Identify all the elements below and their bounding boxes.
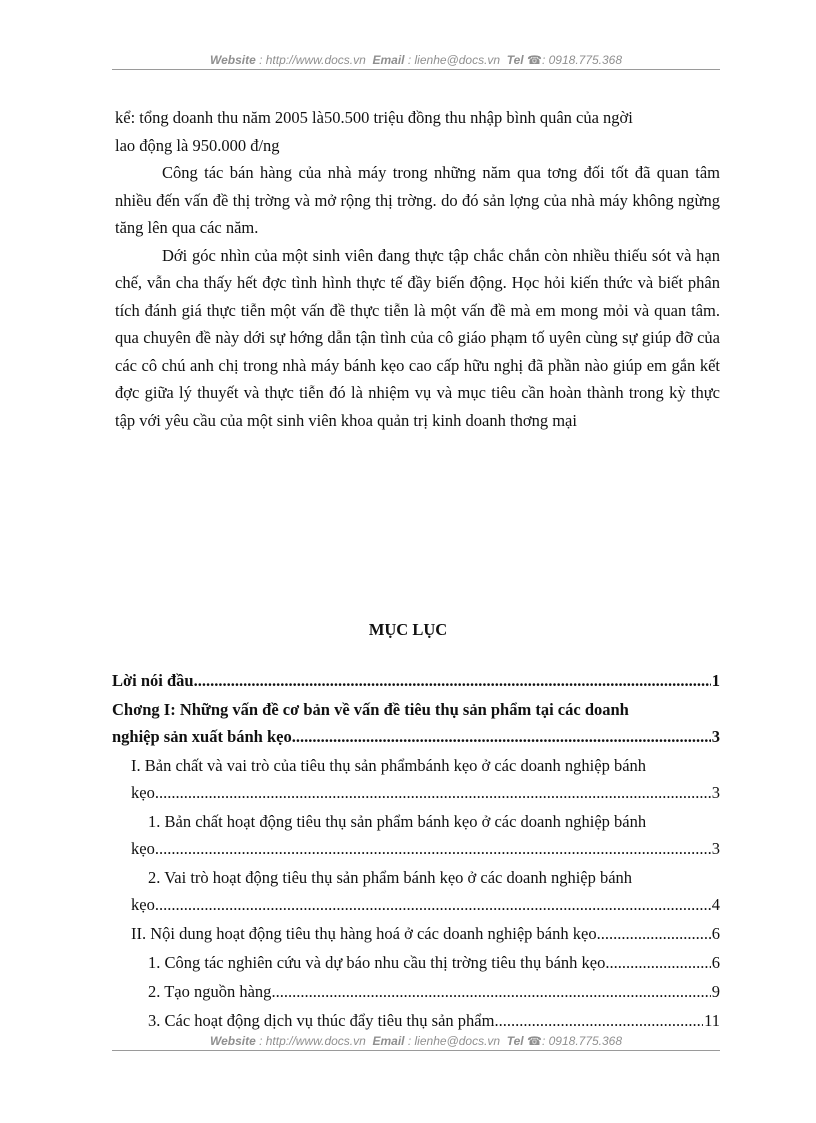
page-footer <box>112 1033 720 1049</box>
toc-entry-page: 9 <box>711 982 720 1001</box>
toc-entry-text: 3. Các hoạt động dịch vụ thúc đẩy tiêu thụ sản phẩm <box>148 1011 495 1030</box>
email-label: Email <box>372 1034 405 1048</box>
toc-entry-text: I. Bản chất và vai trò của tiêu thụ sản phẩmbánh kẹo ở các doanh nghiệp bánh <box>131 756 647 775</box>
email-value: : lienhe@docs.vn <box>407 53 501 67</box>
toc-entry-text: Lời nói đầu <box>112 671 194 690</box>
email-value: : lienhe@docs.vn <box>407 1034 501 1048</box>
footer-rule <box>112 1050 720 1051</box>
toc-entry-text: 1. Bản chất hoạt động tiêu thụ sản phẩm bánh kẹo ở các doanh nghiệp bánh <box>148 812 647 831</box>
toc-entry-page: 1 <box>711 671 720 690</box>
tel-label: Tel <box>506 1034 524 1048</box>
toc-entry <box>112 1007 720 1034</box>
toc-entry-page: 3 <box>711 727 720 746</box>
toc-entry-page: 3 <box>711 839 720 858</box>
website-value: : http://www.docs.vn <box>259 1034 366 1048</box>
toc-entry-text: 2. Tạo nguồn hàng <box>148 982 272 1001</box>
toc-entry-text-cont: kẹo. <box>131 895 159 914</box>
tel-value: : 0918.775.368 <box>541 53 623 67</box>
toc-entry <box>112 864 720 918</box>
toc-entry <box>112 978 720 1005</box>
website-label: Website <box>209 1034 256 1048</box>
toc-entry <box>112 752 720 806</box>
phone-icon: ☎ <box>527 1034 542 1048</box>
toc-entry-text-cont: kẹo. <box>131 783 159 802</box>
paragraph-2: Công tác bán hàng của nhà máy trong những năm qua tơng đối tốt đã quan tâm nhiều đến vấn đề thị trờng và mở rộng thị trờng. do đó sản lợng của nhà máy không ngừng tăng lên qua các năm. <box>115 163 720 237</box>
toc-entry-text: Chơng I: Những vấn đề cơ bản về vấn đề tiêu thụ sản phẩm tại các doanh <box>112 700 629 719</box>
toc-title: MỤC LỤC <box>368 620 448 639</box>
toc-entry-page: 3 <box>711 783 720 802</box>
toc-entry-page: 6 <box>711 953 720 972</box>
tel-value: : 0918.775.368 <box>541 1034 623 1048</box>
header-rule <box>112 69 720 70</box>
page-header <box>112 52 720 68</box>
toc-entry <box>112 808 720 862</box>
paragraph-1-line-1: kể: tổng doanh thu năm 2005 là50.500 triệu đồng thu nhập bình quân của ngời <box>115 108 633 127</box>
toc-entry <box>112 667 720 694</box>
toc-entry-page: 6 <box>711 924 720 943</box>
toc-entry-text-cont: kẹo. <box>131 839 159 858</box>
paragraph-3: Dới góc nhìn của một sinh viên đang thực tập chắc chắn còn nhiều thiếu sót và hạn chế, vẫn cha thấy hết đợc tình hình thực tế đầy biến động. Học hỏi kiến thức và biết phân tích đánh giá thực tiễn một vấn đề thực tiễn là một vấn đề mà em mong mỏi và quan tâm. qua chuyên đề này dới sự hớng dẫn tận tình của cô giáo phạm tố uyên cùng sự giúp đỡ của các cô chú anh chị trong nhà máy bánh kẹo cao cấp hữu nghị đã phần nào giúp em gắn kết đợc giữa lý thuyết và thực tiễn đó là nhiệm vụ và mục tiêu cần hoàn thành trong kỳ thực tập với yêu cầu của một sinh viên khoa quản trị kinh doanh thơng mại <box>115 245 720 430</box>
toc-entry-text: 1. Công tác nghiên cứu và dự báo nhu cầu thị trờng tiêu thụ bánh kẹo. <box>148 953 610 972</box>
toc-entry-text-cont: nghiệp sản xuất bánh kẹo. <box>112 727 296 746</box>
toc-entry <box>112 949 720 976</box>
body-text <box>115 104 720 434</box>
toc-entry-page: 4 <box>711 895 720 914</box>
phone-icon: ☎ <box>527 53 542 67</box>
toc-entry-page: 11 <box>704 1011 720 1030</box>
paragraph-1-line-2: lao động là 950.000 đ/ng <box>115 135 280 155</box>
website-value: : http://www.docs.vn <box>259 53 366 67</box>
website-label: Website <box>209 53 256 67</box>
tel-label: Tel <box>506 53 524 67</box>
email-label: Email <box>372 53 405 67</box>
toc-entry <box>112 696 720 750</box>
toc-entry <box>112 920 720 947</box>
toc-entry-text: II. Nội dung hoạt động tiêu thụ hàng hoá ở các doanh nghiệp bánh kẹo. <box>131 924 601 943</box>
toc-entry-text: 2. Vai trò hoạt động tiêu thụ sản phẩm bánh kẹo ở các doanh nghiệp bánh <box>148 868 633 887</box>
table-of-contents <box>112 667 720 1034</box>
